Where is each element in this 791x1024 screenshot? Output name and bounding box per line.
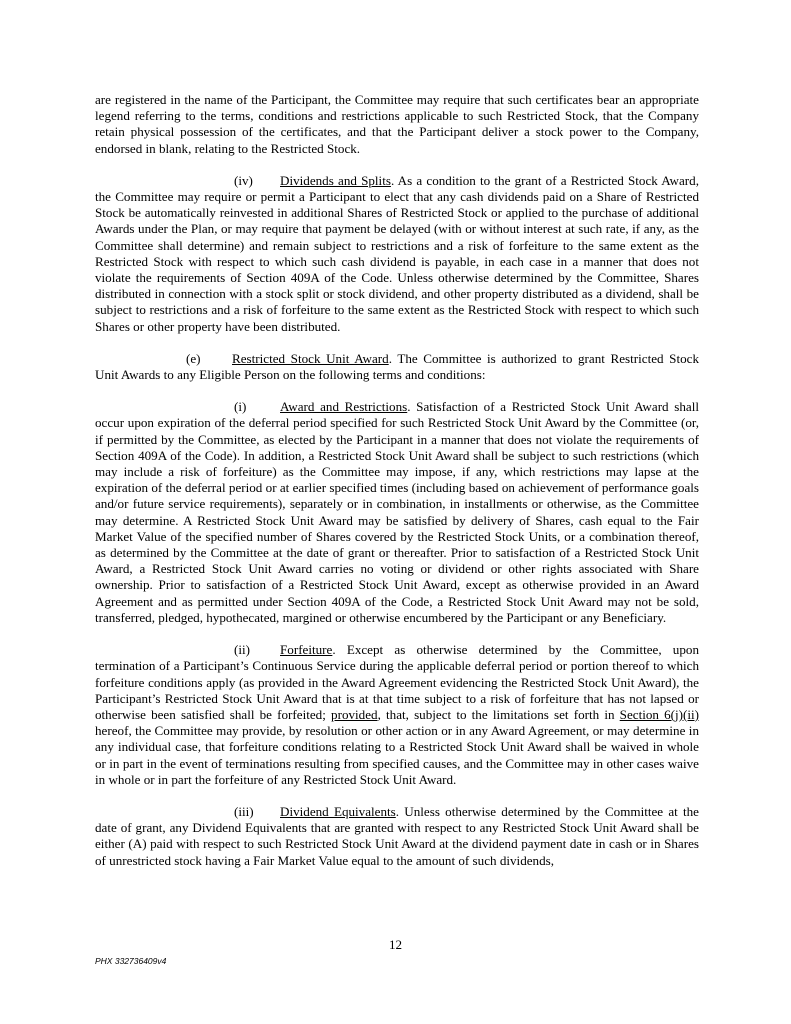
paragraph-number: (iv) [234,172,253,188]
paragraph-e-restricted-stock-unit-award [95,351,699,383]
paragraph-ii-forfeiture [95,642,699,788]
paragraph-text: hereof, the Committee may provide, by resolution or other action or in any Award Agreement, or may determine in any individual case, that forfeiture conditions relating to a Restricted Stock Unit Award shall be waived in whole or in part in the event of terminations resulting from specified causes, and the Committee may in other cases waive in whole or in part the forfeiture of any Restricted Stock Unit Award. [95,723,699,787]
body-text [95,92,699,885]
paragraph-text: . The Committee is authorized to grant Restricted Stock Unit Awards to any Eligible Person on the following terms and conditions: [95,350,700,383]
paragraph-text: . As a condition to the grant of a Restricted Stock Award, the Committee may require or permit a Participant to elect that any cash dividends paid on a Share of Restricted Stock be automatically reinvested in additional Shares of Restricted Stock or applied to the purchase of additional Awards under the Plan, or may require that payment be delayed (with or without interest at such rate, if any, as the Committee shall determine) and remain subject to restrictions and a risk of forfeiture to the same extent as the Restricted Stock with respect to which such cash dividend is payable, in each case in a manner that does not violate the requirements of Section 409A of the Code. Unless otherwise determined by the Committee, Shares distributed in connection with a stock split or stock dividend, and other property distributed as a dividend, shall be subject to restrictions and a risk of forfeiture to the same extent as the Restricted Stock with respect to which such Shares or other property have been distributed. [95,172,699,334]
paragraph-number: (ii) [234,642,250,658]
paragraph-heading: Dividends and Splits [280,172,391,188]
paragraph-number: (iii) [234,803,254,819]
paragraph-text: . Unless otherwise determined by the Committee at the date of grant, any Dividend Equivalents that are granted with respect to any Restricted Stock Unit Award shall be either (A) paid with respect to such Restricted Stock Unit Award at the dividend payment date in cash or in Shares of unrestricted stock having a Fair Market Value equal to the amount of such dividends, [95,803,699,868]
section-reference: Section 6(j)(ii) [619,706,700,722]
page-number: 12 [388,937,403,952]
paragraph-continuation [95,92,699,157]
paragraph-text: , that, subject to the limitations set forth in [377,706,620,722]
provided-term: provided [331,706,378,722]
paragraph-i-award-and-restrictions [95,399,699,626]
paragraph-heading: Restricted Stock Unit Award [232,350,389,366]
paragraph-heading: Award and Restrictions [280,399,408,415]
paragraph-number: (e) [186,350,201,366]
document-id-footer: PHX 332736409v4 [95,956,167,966]
paragraph-number: (i) [234,399,247,415]
paragraph-heading: Dividend Equivalents [280,803,396,819]
paragraph-iii-dividend-equivalents [95,804,699,869]
paragraph-iv-dividends-and-splits [95,173,699,335]
continuation-text: are registered in the name of the Participant, the Committee may require that such certificates bear an appropriate legend referring to the terms, conditions and restrictions applicable to such Restricted Stock, that the Company retain physical possession of the certificates, and that the Participant deliver a stock power to the Company, endorsed in blank, relating to the Restricted Stock. [95,92,699,156]
paragraph-text: . Satisfaction of a Restricted Stock Unit Award shall occur upon expiration of the deferral period specified for such Restricted Stock Unit Award by the Committee (or, if permitted by the Committee, as elected by the Participant in a manner that does not violate the requirements of Section 409A of the Code). In addition, a Restricted Stock Unit Award shall be subject to such restrictions (which may include a risk of forfeiture) as the Committee may impose, if any, which restrictions may lapse at the expiration of the deferral period or at earlier specified times (including based on achievement of performance goals and/or future service requirements), separately or in combination, in installments or otherwise, as the Committee may determine. A Restricted Stock Unit Award may be satisfied by delivery of Shares, cash equal to the Fair Market Value of the specified number of Shares covered by the Restricted Stock Units, or a combination thereof, as determined by the Committee at the date of grant or thereafter. Prior to satisfaction of a Restricted Stock Unit Award, a Restricted Stock Unit Award carries no voting or dividend or other rights associated with Share ownership. Prior to satisfaction of a Restricted Stock Unit Award, except as otherwise provided in an Award Agreement and as permitted under Section 409A of the Code, a Restricted Stock Unit Award may not be sold, transferred, pledged, hypothecated, margined or otherwise encumbered by the Participant or any Beneficiary. [95,399,700,625]
paragraph-text: . Except as otherwise determined by the Committee, upon termination of a Participant’s Continuous Service during the applicable deferral period or portion thereof to which forfeiture conditions apply (as provided in the Award Agreement evidencing the Restricted Stock Unit Award), the Participant’s Restricted Stock Unit Award that is at that time subject to a risk of forfeiture that has not lapsed or otherwise been satisfied shall be forfeited; [95,642,699,722]
paragraph-heading: Forfeiture [280,642,333,658]
